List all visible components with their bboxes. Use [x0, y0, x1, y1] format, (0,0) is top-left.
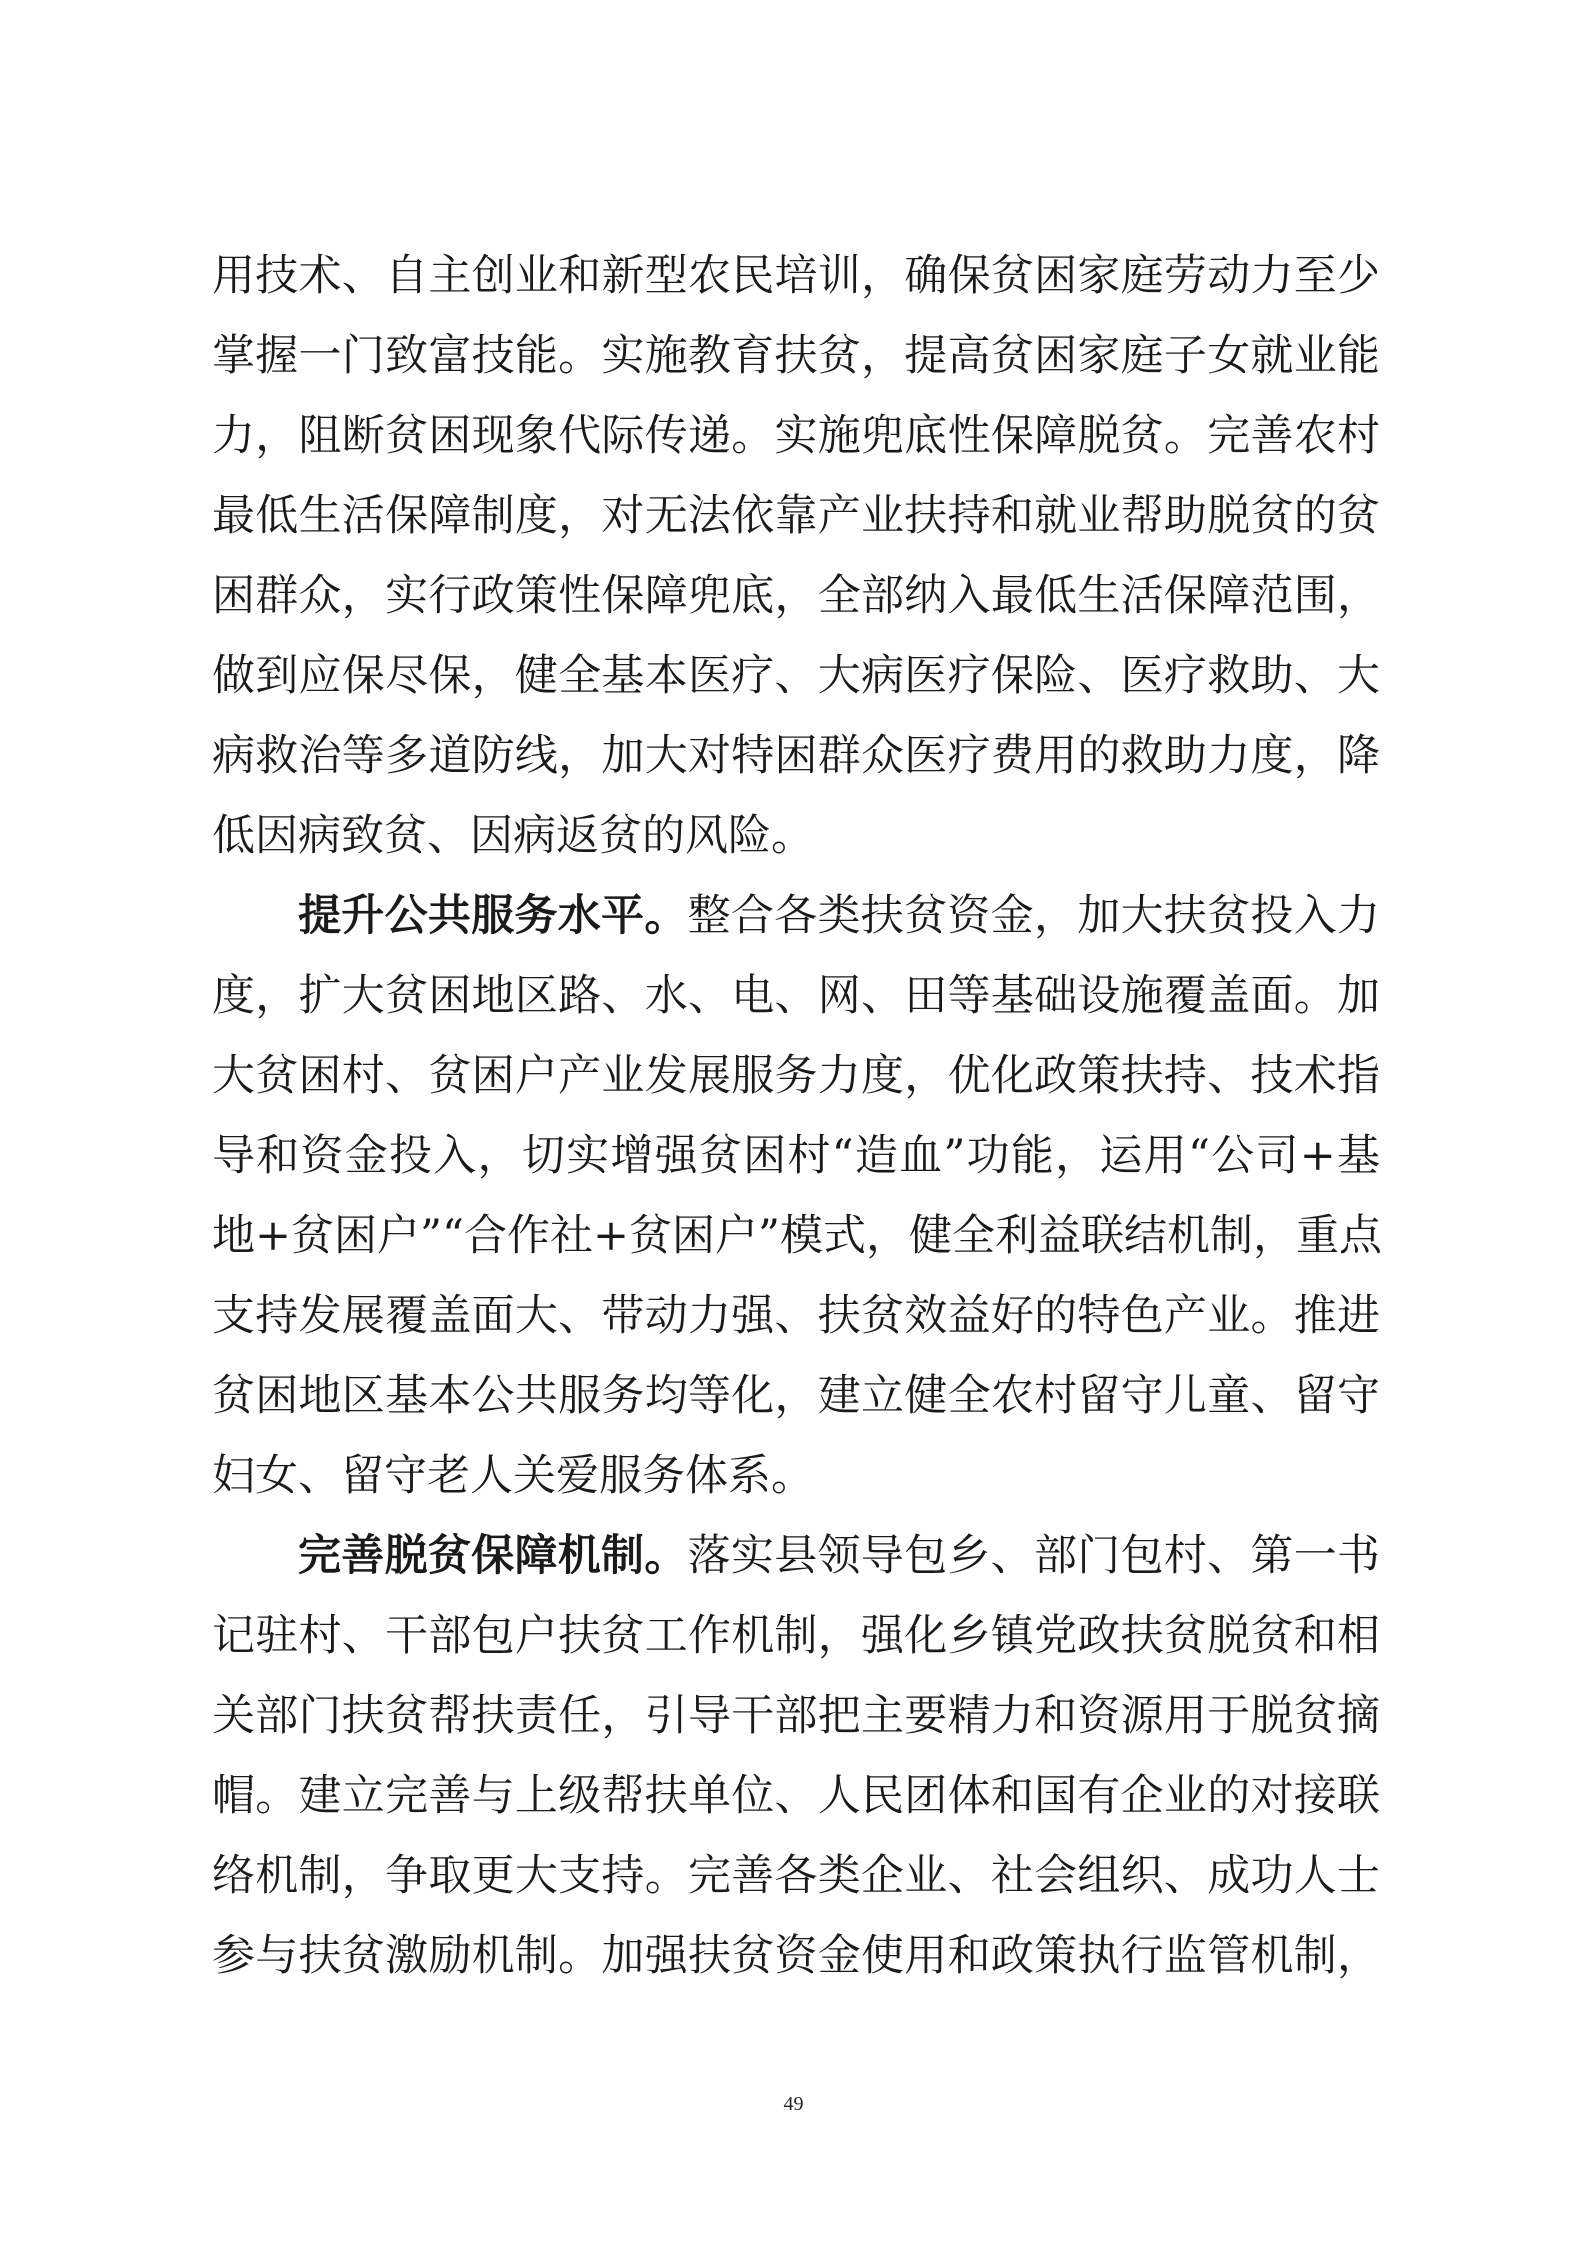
text-line: 低因病致贫、因病返贫的风险。 [212, 811, 814, 861]
text-line: 力，阻断贫困现象代际传递。实施兜底性保障脱贫。完善农村 [212, 411, 1380, 461]
text-line: 帽。建立完善与上级帮扶单位、人民团体和国有企业的对接联 [212, 1771, 1380, 1821]
text-line [212, 1516, 1380, 1596]
text-line: 关部门扶贫帮扶责任，引导干部把主要精力和资源用于脱贫摘 [212, 1691, 1380, 1741]
paragraph-1 [212, 236, 1380, 876]
text-line: 最低生活保障制度，对无法依靠产业扶持和就业帮助脱贫的贫 [212, 491, 1380, 541]
text-line: 困群众，实行政策性保障兜底，全部纳入最低生活保障范围， [212, 571, 1380, 621]
text-run: 落实县领导包乡、部门包村、第一书 [687, 1531, 1380, 1581]
page-number: 49 [783, 2093, 804, 2115]
text-line: 支持发展覆盖面大、带动力强、扶贫效益好的特色产业。推进 [212, 1291, 1380, 1341]
text-line: 掌握一门致富技能。实施教育扶贫，提高贫困家庭子女就业能 [212, 331, 1380, 381]
text-line: 贫困地区基本公共服务均等化，建立健全农村留守儿童、留守 [212, 1371, 1380, 1421]
text-line: 络机制，争取更大支持。完善各类企业、社会组织、成功人士 [212, 1851, 1380, 1901]
text-line: 病救治等多道防线，加大对特困群众医疗费用的救助力度，降 [212, 731, 1380, 781]
text-line: 用技术、自主创业和新型农民培训，确保贫困家庭劳动力至少 [212, 251, 1380, 301]
paragraph-2 [212, 876, 1383, 1516]
text-line: 度，扩大贫困地区路、水、电、网、田等基础设施覆盖面。加 [212, 971, 1380, 1021]
text-line: 记驻村、干部包户扶贫工作机制，强化乡镇党政扶贫脱贫和相 [212, 1611, 1380, 1661]
text-line: 做到应保尽保，健全基本医疗、大病医疗保险、医疗救助、大 [212, 651, 1380, 701]
paragraph-heading: 完善脱贫保障机制。 [298, 1531, 688, 1581]
text-line: 导和资金投入，切实增强贫困村“造血”功能，运用“公司+基 [212, 1131, 1380, 1181]
text-line: 妇女、留守老人关爱服务体系。 [212, 1451, 814, 1501]
text-line: 大贫困村、贫困户产业发展服务力度，优化政策扶持、技术指 [212, 1051, 1380, 1101]
body-text [212, 236, 1383, 1996]
paragraph-heading: 提升公共服务水平。 [298, 891, 688, 941]
text-line [212, 876, 1380, 956]
text-run: 整合各类扶贫资金，加大扶贫投入力 [687, 891, 1380, 941]
text-line: 参与扶贫激励机制。加强扶贫资金使用和政策执行监管机制， [212, 1931, 1380, 1981]
paragraph-3 [212, 1516, 1380, 1996]
text-line: 地+贫困户”“合作社+贫困户”模式，健全利益联结机制，重点 [212, 1211, 1383, 1261]
